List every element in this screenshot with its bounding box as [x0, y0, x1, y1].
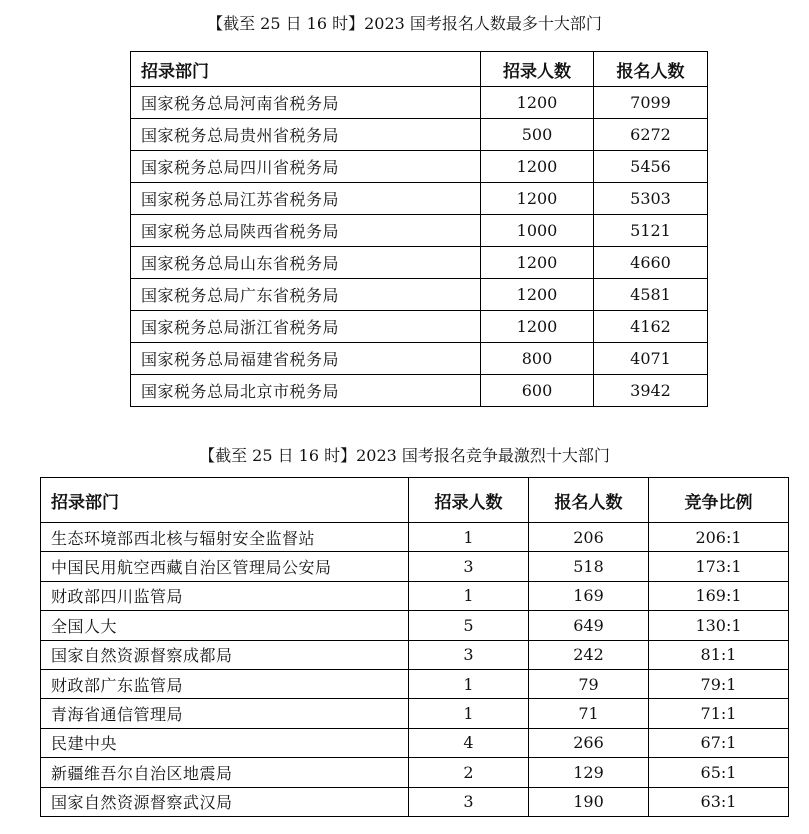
table-row [41, 758, 789, 787]
competition-ratio-cell: 130:1 [649, 611, 789, 640]
department-cell: 中国民用航空西藏自治区管理局公安局 [41, 552, 409, 581]
table1-caption: 【截至 25 日 16 时】2023 国考报名人数最多十大部门 [207, 14, 602, 33]
department-cell: 国家税务总局浙江省税务局 [131, 311, 481, 343]
table-row [41, 611, 789, 640]
competition-ratio-cell: 67:1 [649, 728, 789, 757]
table-row [131, 119, 708, 151]
department-cell: 民建中央 [41, 728, 409, 757]
hiring-count-cell: 1 [409, 581, 529, 610]
department-cell: 国家税务总局贵州省税务局 [131, 119, 481, 151]
applicant-count-cell: 518 [529, 552, 649, 581]
column-header-hiring-count: 招录人数 [481, 52, 594, 87]
hiring-count-cell: 500 [481, 119, 594, 151]
hiring-count-cell: 5 [409, 611, 529, 640]
applicant-count-cell: 5303 [594, 183, 708, 215]
department-cell: 全国人大 [41, 611, 409, 640]
department-cell: 青海省通信管理局 [41, 699, 409, 728]
table-row [41, 787, 789, 816]
department-cell: 财政部四川监管局 [41, 581, 409, 610]
table-row [131, 183, 708, 215]
department-cell: 国家税务总局北京市税务局 [131, 375, 481, 407]
applicant-count-cell: 649 [529, 611, 649, 640]
applicant-count-cell: 190 [529, 787, 649, 816]
applicant-count-cell: 266 [529, 728, 649, 757]
table-row [41, 640, 789, 669]
department-cell: 国家税务总局广东省税务局 [131, 279, 481, 311]
table-row [131, 87, 708, 119]
hiring-count-cell: 2 [409, 758, 529, 787]
table-row [131, 151, 708, 183]
applicant-count-cell: 129 [529, 758, 649, 787]
competition-ratio-cell: 65:1 [649, 758, 789, 787]
column-header-department: 招录部门 [41, 478, 409, 523]
table-row [131, 375, 708, 407]
hiring-count-cell: 1000 [481, 215, 594, 247]
column-header-applicant-count: 报名人数 [594, 52, 708, 87]
table-row [41, 669, 789, 698]
table2-caption: 【截至 25 日 16 时】2023 国考报名竞争最激烈十大部门 [199, 446, 610, 465]
applicant-count-cell: 4071 [594, 343, 708, 375]
hiring-count-cell: 1 [409, 669, 529, 698]
applicant-count-cell: 6272 [594, 119, 708, 151]
column-header-department: 招录部门 [131, 52, 481, 87]
table-row [131, 247, 708, 279]
applicant-count-cell: 3942 [594, 375, 708, 407]
hiring-count-cell: 800 [481, 343, 594, 375]
hiring-count-cell: 1200 [481, 279, 594, 311]
hiring-count-cell: 1200 [481, 151, 594, 183]
department-cell: 国家税务总局福建省税务局 [131, 343, 481, 375]
department-cell: 国家税务总局江苏省税务局 [131, 183, 481, 215]
hiring-count-cell: 1200 [481, 247, 594, 279]
table-row [131, 343, 708, 375]
applicant-count-cell: 5121 [594, 215, 708, 247]
most-competitive-table [40, 477, 789, 817]
hiring-count-cell: 3 [409, 787, 529, 816]
applicant-count-cell: 4660 [594, 247, 708, 279]
hiring-count-cell: 1200 [481, 87, 594, 119]
department-cell: 国家税务总局四川省税务局 [131, 151, 481, 183]
competition-ratio-cell: 169:1 [649, 581, 789, 610]
applicant-count-cell: 4581 [594, 279, 708, 311]
applicant-count-cell: 206 [529, 523, 649, 552]
department-cell: 国家自然资源督察武汉局 [41, 787, 409, 816]
hiring-count-cell: 3 [409, 552, 529, 581]
department-cell: 国家税务总局河南省税务局 [131, 87, 481, 119]
department-cell: 新疆维吾尔自治区地震局 [41, 758, 409, 787]
hiring-count-cell: 1200 [481, 183, 594, 215]
competition-ratio-cell: 71:1 [649, 699, 789, 728]
applicant-count-cell: 4162 [594, 311, 708, 343]
hiring-count-cell: 3 [409, 640, 529, 669]
hiring-count-cell: 1 [409, 523, 529, 552]
department-cell: 生态环境部西北核与辐射安全监督站 [41, 523, 409, 552]
department-cell: 国家税务总局山东省税务局 [131, 247, 481, 279]
column-header-applicant-count: 报名人数 [529, 478, 649, 523]
table-header-row [41, 478, 789, 523]
applicant-count-cell: 169 [529, 581, 649, 610]
applicant-count-cell: 79 [529, 669, 649, 698]
department-cell: 国家自然资源督察成都局 [41, 640, 409, 669]
hiring-count-cell: 1200 [481, 311, 594, 343]
top-applicants-table [130, 51, 708, 407]
hiring-count-cell: 1 [409, 699, 529, 728]
column-header-hiring-count: 招录人数 [409, 478, 529, 523]
competition-ratio-cell: 63:1 [649, 787, 789, 816]
table-row [41, 552, 789, 581]
competition-ratio-cell: 81:1 [649, 640, 789, 669]
department-cell: 国家税务总局陕西省税务局 [131, 215, 481, 247]
table-row [131, 311, 708, 343]
competition-ratio-cell: 206:1 [649, 523, 789, 552]
table-row [41, 728, 789, 757]
competition-ratio-cell: 79:1 [649, 669, 789, 698]
table-row [131, 279, 708, 311]
applicant-count-cell: 242 [529, 640, 649, 669]
hiring-count-cell: 600 [481, 375, 594, 407]
competition-ratio-cell: 173:1 [649, 552, 789, 581]
column-header-competition-ratio: 竞争比例 [649, 478, 789, 523]
department-cell: 财政部广东监管局 [41, 669, 409, 698]
table-row [41, 523, 789, 552]
table-row [131, 215, 708, 247]
applicant-count-cell: 7099 [594, 87, 708, 119]
applicant-count-cell: 5456 [594, 151, 708, 183]
table-row [41, 581, 789, 610]
table-header-row [131, 52, 708, 87]
applicant-count-cell: 71 [529, 699, 649, 728]
hiring-count-cell: 4 [409, 728, 529, 757]
table-row [41, 699, 789, 728]
